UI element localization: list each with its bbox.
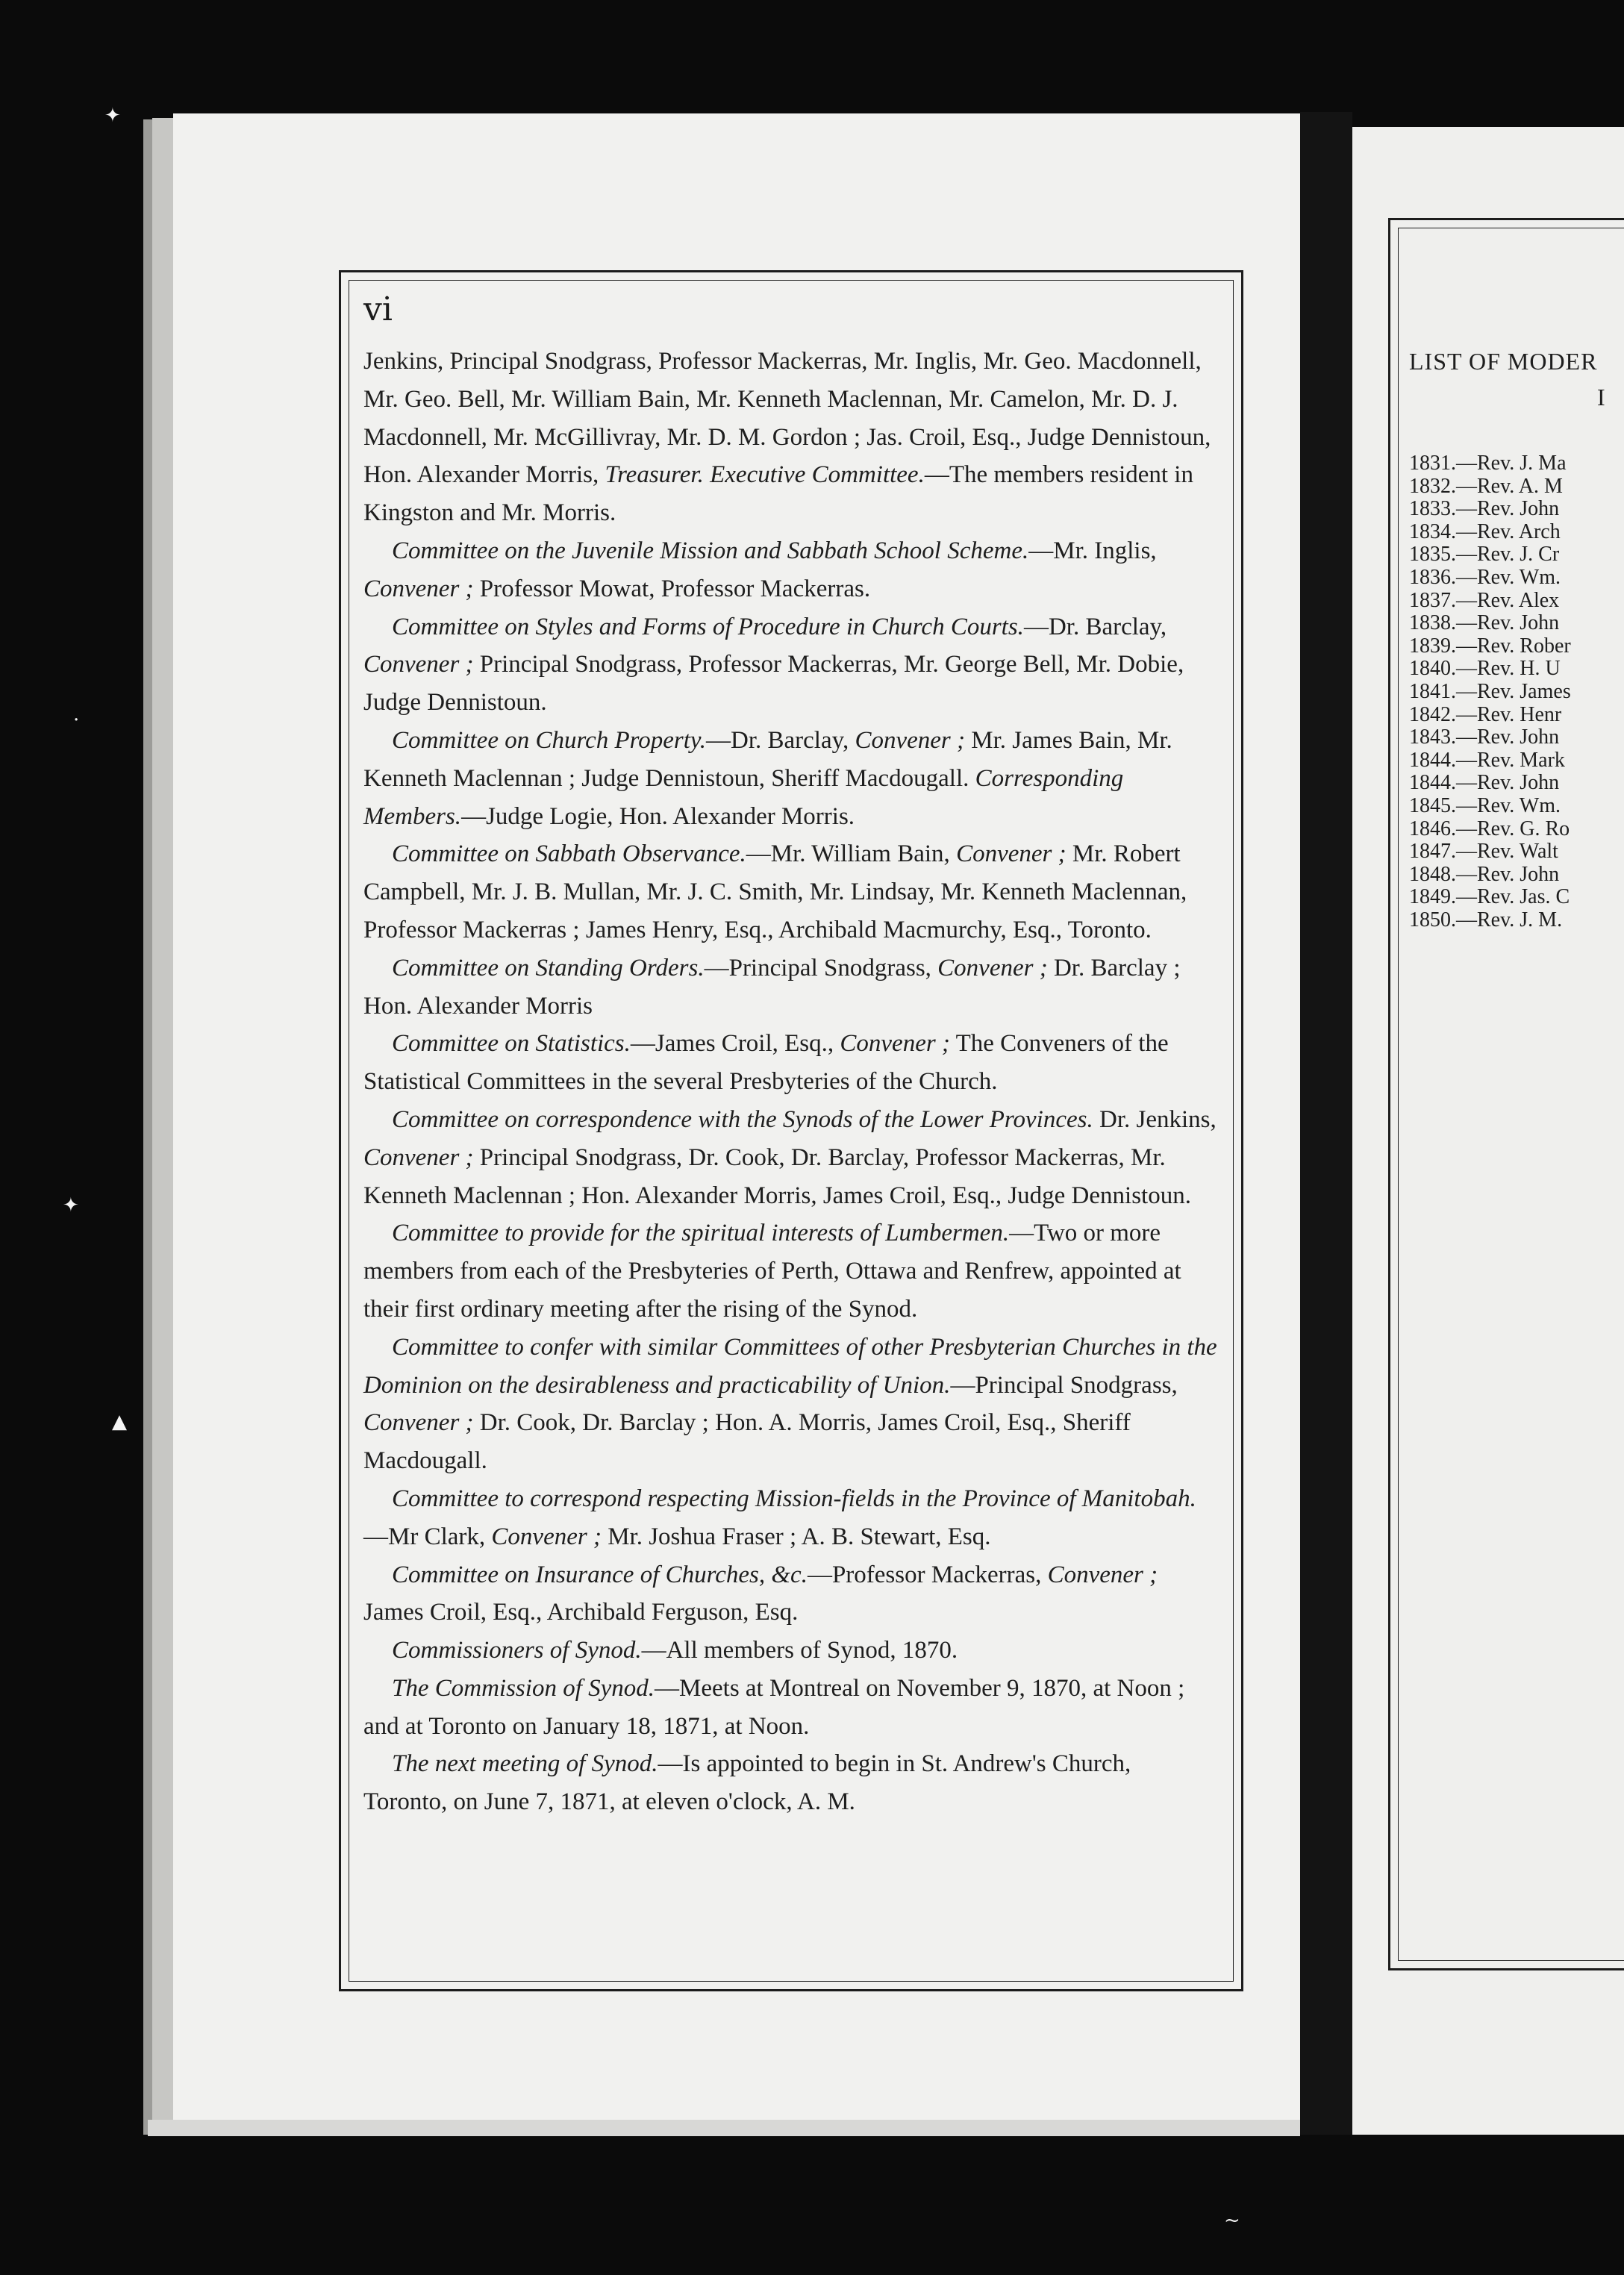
italic-run: Committee to correspond respecting Mission-fields in the Province of Manitobah. (392, 1485, 1196, 1512)
committee-paragraph (363, 1025, 1219, 1101)
committee-paragraph (363, 949, 1219, 1026)
moderator-entry: 1844.—Rev. John (1409, 771, 1560, 795)
moderator-entry: 1848.—Rev. John (1409, 862, 1560, 886)
text-run: —Dr. Barclay, (706, 726, 855, 754)
italic-run: Convener ; (491, 1523, 602, 1550)
moderator-entry: 1838.—Rev. John (1409, 611, 1560, 635)
text-run: Dr. Barclay ; Hon. Alexander Morris (363, 954, 1181, 1020)
committee-paragraph (363, 1101, 1219, 1214)
italic-run: Committee on Sabbath Observance. (392, 840, 746, 868)
moderator-entry: 1849.—Rev. Jas. C (1409, 885, 1570, 909)
text-run: Principal Snodgrass, Dr. Cook, Dr. Barclay, Professor Mackerras, Mr. Kenneth Maclennan ; Hon. Alexander Morris, James Croil, Esq., Judge Dennistoun. (363, 1143, 1191, 1209)
text-run: James Croil, Esq., Archibald Ferguson, Esq. (363, 1599, 799, 1626)
text-run (704, 461, 710, 488)
committee-paragraph (363, 608, 1219, 722)
text-run: —Mr Clark, (363, 1523, 492, 1550)
text-run: Principal Snodgrass, Professor Mackerras, Mr. George Bell, Mr. Dobie, Judge Dennistoun. (363, 651, 1184, 717)
text-run: —Two or more members from each of the Presbyteries of Perth, Ottawa and Renfrew, appointed at their first ordinary meeting after the rising of the Synod. (363, 1220, 1181, 1323)
committee-paragraph (363, 1632, 1219, 1670)
text-run: —Is appointed to begin in St. Andrew's Church, Toronto, on June 7, 1871, at eleven o'clock, A. M. (363, 1750, 1131, 1816)
moderator-entry: 1836.—Rev. Wm. (1409, 565, 1561, 589)
italic-run: Committee on Styles and Forms of Procedure in Church Courts. (392, 613, 1024, 640)
italic-run: Committee on correspondence with the Synods of the Lower Provinces. (392, 1105, 1093, 1133)
committee-list-text (363, 343, 1219, 1821)
text-run: —All members of Synod, 1870. (641, 1637, 958, 1664)
text-run: —Mr. Inglis, (1028, 537, 1157, 564)
page-edges (148, 2120, 1300, 2136)
italic-run: Committee on Statistics. (392, 1030, 631, 1058)
film-speck: ~ (1224, 2209, 1240, 2232)
committee-paragraph (363, 1556, 1219, 1632)
italic-run: Executive Committee. (710, 461, 925, 489)
italic-run: Convener ; (855, 726, 966, 754)
committee-paragraph (363, 343, 1219, 532)
moderator-entry: 1846.—Rev. G. Ro (1409, 817, 1570, 840)
moderators-list (1409, 452, 1571, 931)
text-run: Dr. Cook, Dr. Barclay ; Hon. A. Morris, James Croil, Esq., Sheriff Macdougall. (363, 1409, 1131, 1475)
italic-run: Convener ; (363, 1143, 474, 1171)
page-number: vi (363, 290, 393, 328)
film-speck: · (73, 709, 80, 731)
moderator-entry: 1843.—Rev. John (1409, 725, 1560, 749)
moderator-entry: 1837.—Rev. Alex (1409, 588, 1560, 612)
left-page (173, 113, 1300, 2129)
italic-run: Convener ; (363, 575, 474, 602)
text-run: —Mr. William Bain, (746, 840, 957, 868)
italic-run: Commissioners of Synod. (392, 1637, 642, 1664)
moderator-entry: 1834.—Rev. Arch (1409, 519, 1561, 543)
committee-paragraph (363, 1745, 1219, 1821)
film-speck: ✦ (104, 104, 121, 127)
moderators-heading-line2: I (1597, 384, 1605, 411)
italic-run: Committee on Standing Orders. (392, 954, 705, 982)
right-page (1352, 127, 1624, 2135)
committee-paragraph (363, 1480, 1219, 1556)
committee-paragraph (363, 1329, 1219, 1480)
italic-run: The Commission of Synod. (392, 1674, 655, 1702)
moderator-entry: 1844.—Rev. Mark (1409, 748, 1565, 772)
italic-run: Committee to provide for the spiritual interests of Lumbermen. (392, 1220, 1010, 1247)
moderator-entry: 1835.—Rev. J. Cr (1409, 543, 1560, 567)
text-run: —James Croil, Esq., (630, 1030, 840, 1058)
book-gutter (1300, 112, 1352, 2135)
italic-run: Convener ; (363, 651, 474, 678)
moderator-entry: 1842.—Rev. Henr (1409, 702, 1562, 726)
text-run: —Meets at Montreal on November 9, 1870, at Noon ; and at Toronto on January 18, 1871, at Noon. (363, 1674, 1185, 1740)
italic-run: Committee on the Juvenile Mission and Sabbath School Scheme. (392, 537, 1029, 564)
italic-run: Corresponding Members. (363, 764, 1124, 830)
film-speck: ▲ (112, 1411, 127, 1433)
italic-run: Treasurer. (605, 461, 704, 489)
italic-run: Committee on Insurance of Churches, &c. (392, 1561, 808, 1588)
text-run: —Principal Snodgrass, (950, 1371, 1178, 1399)
italic-run: Convener ; (363, 1409, 474, 1437)
italic-run: Convener ; (840, 1030, 950, 1058)
moderator-entry: 1847.—Rev. Walt (1409, 840, 1558, 864)
text-run: —Dr. Barclay, (1023, 613, 1167, 640)
page-border (339, 270, 1243, 1991)
committee-paragraph (363, 532, 1219, 608)
moderator-entry: 1831.—Rev. J. Ma (1409, 452, 1567, 475)
text-run: Jenkins, Principal Snodgrass, Professor Mackerras, Mr. Inglis, Mr. Geo. Macdonnell, Mr. Geo. Bell, Mr. William Bain, Mr. Kenneth Maclennan, Mr. Camelon, Mr. D. J. Macdonnell, Mr. McGillivray, Mr. D. M. Gordon ; Jas. Croil, Esq., Judge Dennistoun, Hon. Alexander Morris, (363, 348, 1211, 489)
text-run: —The members resident in Kingston and Mr. Morris. (363, 461, 1193, 527)
committee-paragraph (363, 835, 1219, 949)
italic-run: Committee on Church Property. (392, 726, 707, 754)
text-run: Dr. Jenkins, (1093, 1105, 1217, 1133)
text-run: —Principal Snodgrass, (704, 954, 938, 982)
moderator-entry: 1850.—Rev. J. M. (1409, 908, 1563, 931)
film-speck: ✦ (63, 1194, 79, 1217)
text-run: Mr. James Bain, Mr. Kenneth Maclennan ; Judge Dennistoun, Sheriff Macdougall. (363, 726, 1172, 792)
italic-run: Convener ; (956, 840, 1066, 868)
italic-run: Convener ; (1047, 1561, 1158, 1588)
committee-paragraph (363, 1214, 1219, 1328)
italic-run: Committee to confer with similar Committees of other Presbyterian Churches in the Dominion on the desirableness and practicability of Union. (363, 1333, 1217, 1399)
moderator-entry: 1832.—Rev. A. M (1409, 474, 1563, 498)
italic-run: Convener ; (937, 954, 1048, 982)
text-run: Mr. Joshua Fraser ; A. B. Stewart, Esq. (601, 1523, 991, 1550)
text-run: —Professor Mackerras, (807, 1561, 1048, 1588)
moderators-heading: LIST OF MODER (1409, 348, 1598, 375)
moderator-entry: 1833.—Rev. John (1409, 497, 1560, 521)
text-run: —Judge Logie, Hon. Alexander Morris. (461, 802, 855, 830)
text-run: The Conveners of the Statistical Committees in the several Presbyteries of the Church. (363, 1030, 1169, 1096)
italic-run: The next meeting of Synod. (392, 1750, 658, 1778)
committee-paragraph (363, 722, 1219, 835)
moderator-entry: 1845.—Rev. Wm. (1409, 793, 1561, 817)
text-run: Professor Mowat, Professor Mackerras. (473, 575, 871, 602)
committee-paragraph (363, 1670, 1219, 1746)
moderator-entry: 1839.—Rev. Rober (1409, 634, 1571, 658)
text-run: Mr. Robert Campbell, Mr. J. B. Mullan, Mr. J. C. Smith, Mr. Lindsay, Mr. Kenneth Maclennan, Professor Mackerras ; James Henry, Esq., Archibald Macmurchy, Esq., Toronto. (363, 840, 1187, 943)
moderator-entry: 1840.—Rev. H. U (1409, 657, 1561, 681)
moderator-entry: 1841.—Rev. James (1409, 679, 1571, 703)
